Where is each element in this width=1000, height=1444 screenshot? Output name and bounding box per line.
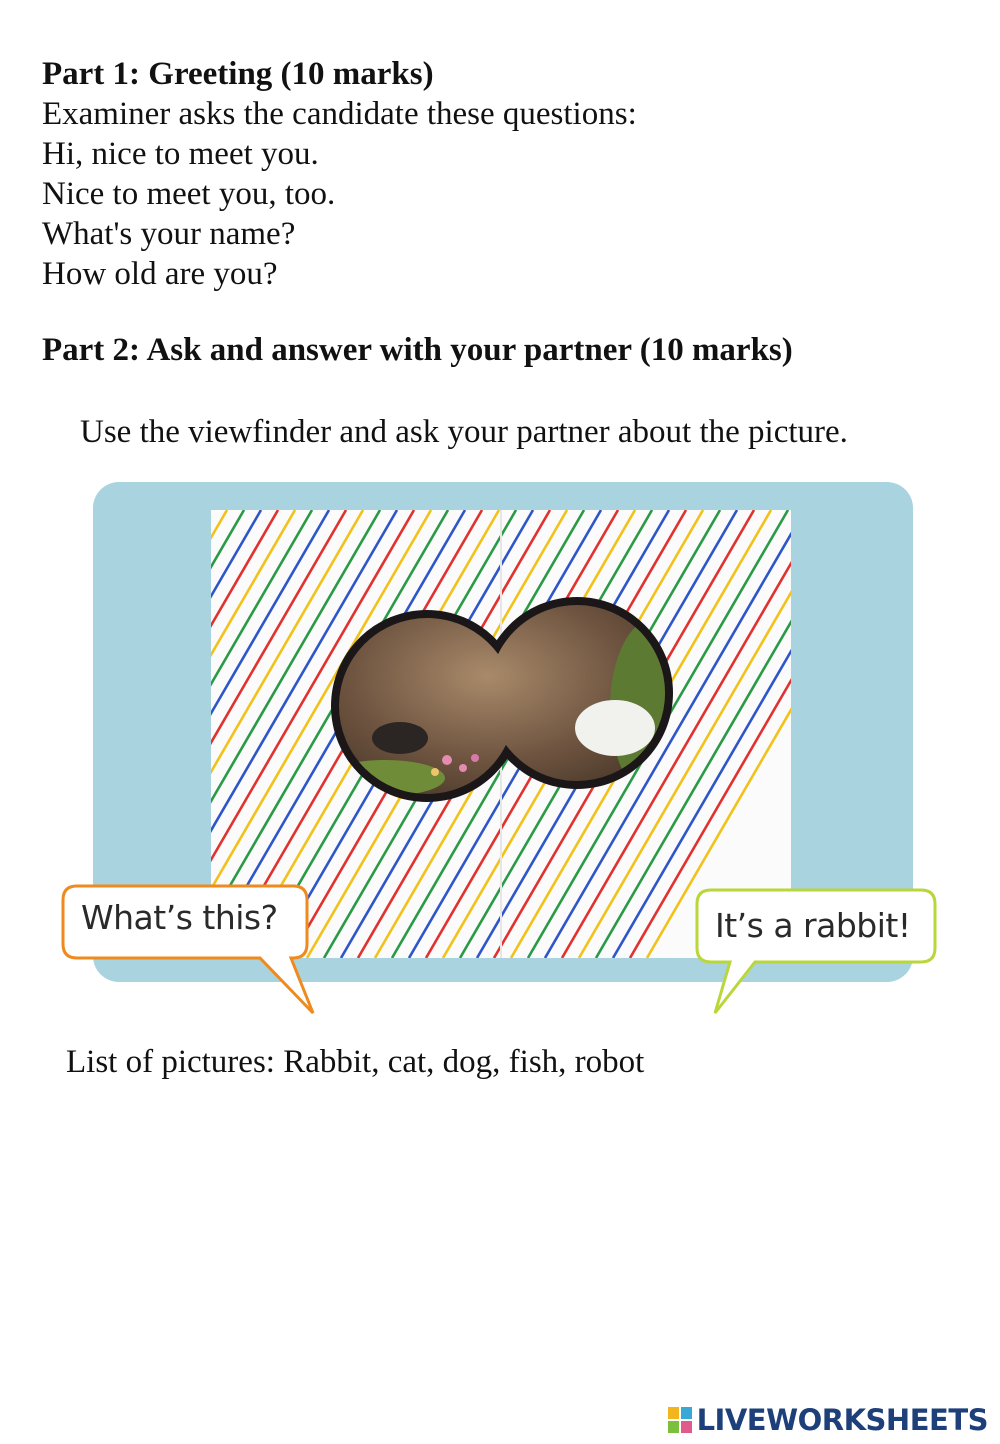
part1-intro: Examiner asks the candidate these questions:: [42, 96, 637, 132]
part2-instruction: Use the viewfinder and ask your partner about the picture.: [80, 414, 848, 450]
question-item: How old are you?: [42, 256, 278, 292]
logo-text: LIVEWORKSHEETS: [696, 1403, 988, 1437]
question-item: What's your name?: [42, 216, 296, 252]
viewfinder-illustration: [55, 478, 945, 1018]
bubble-right-text: It’s a rabbit!: [715, 906, 911, 945]
part1-heading: Part 1: Greeting (10 marks): [42, 56, 434, 92]
liveworksheets-logo-icon: [667, 1405, 693, 1435]
bubble-left-text: What’s this?: [81, 898, 278, 937]
pictures-list: List of pictures: Rabbit, cat, dog, fish, robot: [66, 1044, 645, 1080]
question-item: Hi, nice to meet you.: [42, 136, 319, 172]
question-item: Nice to meet you, too.: [42, 176, 336, 212]
liveworksheets-logo: [667, 1400, 988, 1440]
part2-heading: Part 2: Ask and answer with your partner (10 marks): [42, 332, 793, 368]
